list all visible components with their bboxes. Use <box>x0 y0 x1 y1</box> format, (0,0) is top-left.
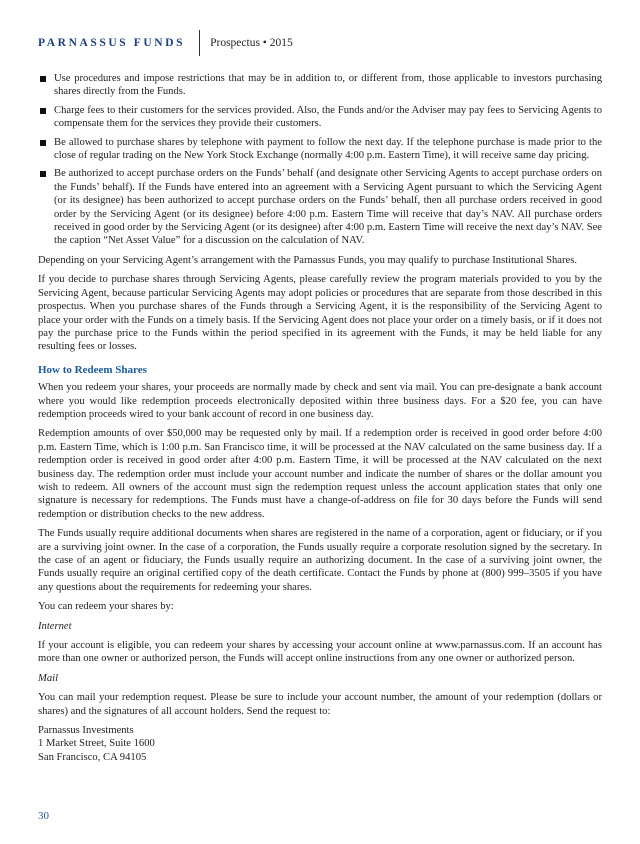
paragraph: You can redeem your shares by: <box>38 601 174 613</box>
bullet-text: Be authorized to accept purchase orders on the Funds’ behalf (and designate other Servicing Agents to accept purchase orders on the Funds’ behalf). If the Funds have entered into an agreement with a Servicing Agent pursuant to which the Servicing Agent (or its designee) has been authorized to accept purchase orders on the Funds’ behalf, then all purchase orders received in good order by the Servicing Agent (or its designee) before 4:00 p.m. Eastern Time will receive that day’s NAV. All purchase orders received in good order by the Servicing Agent (or its designee) after 4:00 p.m. Eastern Time will receive the next day’s NAV. See the caption “Net Asset Value” for a discussion on the calculation of NAV. <box>54 168 602 247</box>
document-title: Prospectus • 2015 <box>210 37 293 49</box>
bullet-item <box>38 104 602 131</box>
paragraph: Depending on your Servicing Agent’s arrangement with the Parnassus Funds, you may qualify to purchase Institutional Shares. <box>38 254 578 266</box>
bullet-text: Use procedures and impose restrictions that may be in addition to, or different from, those applicable to investors purchasing shares directly from the Funds. <box>54 73 602 98</box>
paragraph: Redemption amounts of over $50,000 may be requested only by mail. If a redemption order is received in good order before 4:00 p.m. Eastern Time, which is 1:00 p.m. San Francisco time, it will be processed at the NAV calculated on the same business day. If a redemption order is received in good order after 4:00 p.m. Eastern Time, it will be processed at the NAV calculated on the next business day. The redemption order must include your account number and indicate the number of shares or the dollar amount you wish to redeem. All owners of the account must sign the redemption request unless the account application states that only one signature is necessary for redemptions. The Funds must have a change-of-address on file for 30 days before the Funds will send redemption or distribution checks to the new address. <box>38 428 602 520</box>
page-header <box>38 30 293 56</box>
bullet-text: Be allowed to purchase shares by telephone with payment to follow the next day. If the telephone purchase is made prior to the close of regular trading on the New York Stock Exchange (normally 4:00 p.m. Eastern Time), it will receive same day pricing. <box>54 136 602 162</box>
subheading-mail: Mail <box>38 672 59 684</box>
paragraph: If your account is eligible, you can redeem your shares by accessing your account online at www.parnassus.com. If an account has more than one owner or authorized person, the Funds will accept online instructions from any one owner or authorized person. <box>38 640 602 665</box>
section-heading: How to Redeem Shares <box>38 363 147 376</box>
bullet-square-icon <box>40 108 46 114</box>
paragraph: When you redeem your shares, your proceeds are normally made by check and sent via mail. You can pre-designate a bank account where you would like redemption proceeds electronically deposited within three business days. For a $20 fee, you can have redemption proceeds wired to your bank account of record in one business day. <box>38 382 602 420</box>
bullet-square-icon <box>40 171 46 177</box>
bullet-item <box>38 136 602 163</box>
paragraph: If you decide to purchase shares through Servicing Agents, please carefully review the program materials provided to you by the Servicing Agent, because particular Servicing Agents may adopt policies or procedures that are separate from those described in this prospectus. When you purchase shares of the Funds through a Servicing Agent, it is the responsibility of the Servicing Agent to place your order with the Funds on a timely basis. If the Servicing Agent does not place your order on a timely basis, or if it does not pay the purchase price to the Funds within the period specified in its agreement with the Funds, it may be held liable for any resulting fees or losses. <box>38 274 602 353</box>
paragraph: You can mail your redemption request. Please be sure to include your account number, the amount of your redemption (dollars or shares) and the signatures of all account holders. Send the request to: <box>38 692 602 717</box>
brand-name: PARNASSUS FUNDS <box>38 37 186 49</box>
paragraph: The Funds usually require additional documents when shares are registered in the name of a corporation, agent or fiduciary, or if you are a surviving joint owner. In the case of a corporation, the Funds usually require a corporate resolution signed by the secretary. In the case of an agent or fiduciary, the Funds usually require an authorizing document. In the case of a surviving joint owner, the Funds usually require an original certified copy of the death certificate. Contact the Funds by phone at (800) 999–3505 if you have any questions about the requirements for redeeming your shares. <box>38 528 602 593</box>
mailing-address <box>38 724 602 764</box>
page-number: 30 <box>38 810 49 822</box>
address-line: Parnassus Investments <box>38 725 134 737</box>
servicing-agent-bullets <box>38 72 602 248</box>
address-line: San Francisco, CA 94105 <box>38 751 147 763</box>
page-content <box>38 72 602 764</box>
bullet-square-icon <box>40 140 46 146</box>
subheading-internet: Internet <box>38 620 72 632</box>
address-line: 1 Market Street, Suite 1600 <box>38 738 155 750</box>
bullet-text: Charge fees to their customers for the services provided. Also, the Funds and/or the Adviser may pay fees to Servicing Agents to compensate them for the services they provide their customers. <box>54 104 602 130</box>
header-divider <box>199 30 200 56</box>
bullet-item <box>38 167 602 247</box>
bullet-square-icon <box>40 76 46 82</box>
bullet-item <box>38 72 602 99</box>
